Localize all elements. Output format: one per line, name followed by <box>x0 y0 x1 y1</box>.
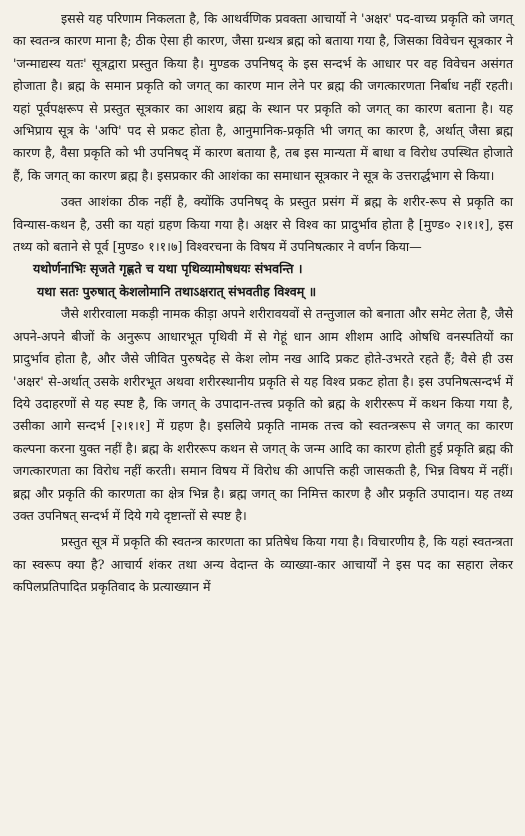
verse-block <box>13 258 513 303</box>
verse-line-2: यथा सतः पुरुषात् केशलोमानि तथाऽक्षरात् संभवतीह विश्वम् ॥ <box>37 283 317 299</box>
paragraph-1: इससे यह परिणाम निकलता है, कि आथर्वणिक प्रवक्ता आचार्यो ने 'अक्षर' पद-वाच्य प्रकृति को जगत् का स्वतन्त्र कारण माना है; ठीक ऐसा ही कारण, जैसा ग्रन्थत्र ब्रह्म को बताया गया है, जिसका विवेचन सूत्रकार ने 'जन्माद्यस्य यतः' सूत्रद्वारा प्रस्तुत किया है। मुण्डक उपनिषद् के इस सन्दर्भ के आधार पर वह विवेचन असंगत होजाता है। ब्रह्म के समान प्रकृति को जगत् का कारण मान लेने पर ब्रह्म की जगत्कारणता निर्बाध नहीं रहती। यहां पूर्वपक्षरूप से प्रस्तुत सूत्रकार का आशय ब्रह्म के स्थान पर प्रकृति को जगत् का कारण बताना है। यह अभिप्राय सूत्र के 'अपि' पद से प्रकट होता है, आनुमानिक-प्रकृति भी जगत् का कारण है, अर्थात् जैसा ब्रह्म कारण है, वैसा प्रकृति को भी उपनिषद् में कारण बताया है, तब इस मान्यता में बाधा व विरोध उपस्थित होजाते हैं, कि जगत् का कारण ब्रह्म है। इसप्रकार की आशंका का समाधान सूत्रकार ने सूत्र के उत्तरार्द्धभाग से किया। <box>13 11 513 183</box>
paragraph-2: उक्त आशंका ठीक नहीं है, क्योंकि उपनिषद् के प्रस्तुत प्रसंग में ब्रह्म के शरीर-रूप से प्रकृति का विन्यास-कथन है, उसी का यहां ग्रहण किया गया है। अक्षर से विश्व का प्रादुर्भाव होता है [मुण्ड० २।१।१], इस तथ्य को बताने से पूर्व [मुण्ड० १।१।७] विश्वरचना के विषय में उपनिषत्कार ने वर्णन किया— <box>13 194 513 255</box>
paragraph-4: प्रस्तुत सूत्र में प्रकृति की स्वतन्त्र कारणता का प्रतिषेध किया गया है। विचारणीय है, कि यहां स्वतन्त्रता का स्वरूप क्या है? आचार्य शंकर तथा अन्य वेदान्त के व्याख्या-कार आचार्यों ने इस पद का सहारा लेकर कपिलप्रतिपादित प्रकृतिवाद के प्रत्याख्यान में <box>13 534 513 595</box>
verse-line-1: यथोर्णनाभिः सृजते गृह्णते च यथा पृथिव्यामोषधयः संभवन्ति । <box>33 261 303 277</box>
paragraph-3: जैसे शरीरवाला मकड़ी नामक कीड़ा अपने शरीरावयवों से तन्तुजाल को बनाता और समेट लेता है, जैसे अपने-अपने बीजों के अनुरूप आधारभूत पृथिवी में से गेहूं धान आम शीशम आदि ओषधि वनस्पतियों का प्रादुर्भाव होता है, और जैसे जीवित पुरुषदेह से केश लोम नख आदि प्रकट होते-उभरते रहते हैं; वैसे ही उस 'अक्षर' से-अर्थात् उसके शरीरभूत अथवा शरीरस्थानीय प्रकृति से यह विश्व प्रकट होता है। इस उपनिषत्सन्दर्भ में दिये उदाहरणों से यह स्पष्ट है, कि जगत् के उपादान-तत्त्व प्रकृति को ब्रह्म के शरीररूप में कथन किया गया है, उसीका आगे सन्दर्भ [२।१।१] में ग्रहण है। इसलिये प्रकृति नामक तत्त्व को स्वतन्त्ररूप से जगत् का कारण कल्पना करना युक्त नहीं है। ब्रह्म के शरीररूप कथन से जगत् के जन्म आदि का कारण होती हुई प्रकृति ब्रह्म की जगत्कारणता का विरोध नहीं करती। समान विषय में विरोध की आपत्ति कही जासकती है, भिन्न विषय में नहीं। ब्रह्म और प्रकृति की कारणता का क्षेत्र भिन्न है। ब्रह्म जगत् का निमित्त कारण है और प्रकृति उपादान। यह तथ्य उक्त उपनिषत् सन्दर्भ में दिये गये दृष्टान्तों से स्पष्ट है। <box>13 306 514 523</box>
